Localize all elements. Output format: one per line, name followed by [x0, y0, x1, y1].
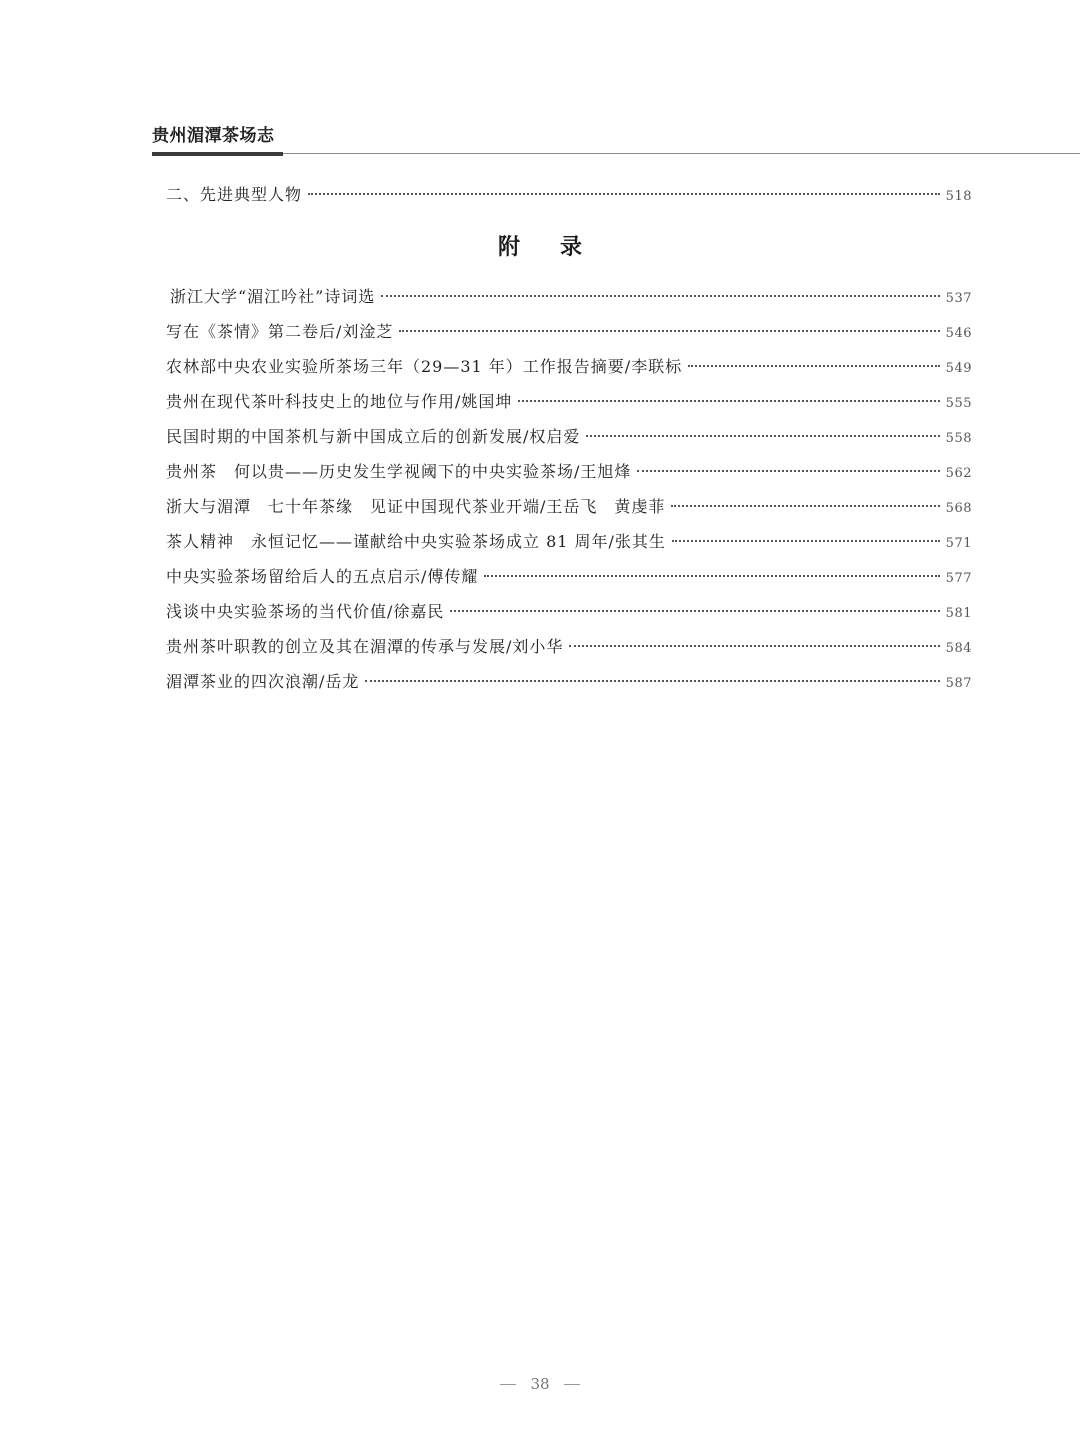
footer-dash — [500, 1384, 516, 1385]
dot-leader — [518, 400, 939, 402]
toc-entry-title: 民国时期的中国茶机与新中国成立后的创新发展/权启爱 — [166, 427, 581, 446]
toc-entry[interactable] — [166, 390, 972, 414]
toc-entry-title: 茶人精神 永恒记忆——谨献给中央实验茶场成立 81 周年/张其生 — [166, 532, 666, 551]
toc-entry-title: 浅谈中央实验茶场的当代价值/徐嘉民 — [166, 602, 445, 621]
page-footer — [0, 1375, 1080, 1393]
toc-entry-title: 湄潭茶业的四次浪潮/岳龙 — [166, 672, 360, 691]
toc-entry-page: 571 — [945, 536, 972, 551]
toc-entry[interactable] — [166, 565, 972, 589]
toc-entry-title: 贵州茶 何以贵——历史发生学视阈下的中央实验茶场/王旭烽 — [166, 462, 632, 481]
toc-entry-page: 558 — [945, 431, 972, 446]
dot-leader — [399, 330, 939, 332]
footer-dash — [564, 1384, 580, 1385]
toc-entry-title: 浙江大学“湄江吟社”诗词选 — [170, 287, 376, 306]
toc-entry-title: 贵州在现代茶叶科技史上的地位与作用/姚国坤 — [166, 392, 513, 411]
toc-entry-page: 518 — [945, 189, 972, 204]
toc-entry[interactable] — [166, 600, 972, 624]
toc-entry[interactable] — [170, 285, 972, 309]
dot-leader — [308, 193, 940, 195]
toc-entry-page: 546 — [945, 326, 972, 341]
dot-leader — [381, 295, 939, 297]
toc-entry-page: 549 — [945, 361, 972, 376]
toc-entry-title: 浙大与湄潭 七十年茶缘 见证中国现代茶业开端/王岳飞 黄虔菲 — [166, 497, 666, 516]
toc-entry-page: 537 — [945, 291, 972, 306]
header-rule — [152, 153, 1080, 154]
toc-entry-page: 568 — [945, 501, 972, 516]
toc-entry[interactable] — [166, 635, 972, 659]
toc-entry[interactable] — [166, 495, 972, 519]
toc-entry-title: 中央实验茶场留给后人的五点启示/傅传耀 — [166, 567, 479, 586]
toc-entry-title: 二、先进典型人物 — [166, 185, 303, 204]
dot-leader — [484, 575, 939, 577]
toc-entry[interactable] — [166, 425, 972, 449]
toc-entry[interactable] — [166, 183, 972, 207]
toc-entry[interactable] — [166, 460, 972, 484]
dot-leader — [688, 365, 939, 367]
dot-leader — [365, 680, 939, 682]
toc-entry[interactable] — [166, 320, 972, 344]
dot-leader — [637, 470, 939, 472]
page-number: 38 — [530, 1375, 550, 1393]
toc-entry-page: 562 — [945, 466, 972, 481]
running-header: 贵州湄潭茶场志 — [152, 126, 275, 146]
dot-leader — [450, 610, 939, 612]
toc-entry-page: 577 — [945, 571, 972, 586]
toc-entry-page: 584 — [945, 641, 972, 656]
toc-entry[interactable] — [166, 670, 972, 694]
toc-entry[interactable] — [166, 355, 972, 379]
toc-entry-title: 农林部中央农业实验所茶场三年（29—31 年）工作报告摘要/李联标 — [166, 357, 683, 376]
toc-entry-page: 587 — [945, 676, 972, 691]
dot-leader — [672, 540, 940, 542]
appendix-heading: 附录 — [497, 234, 622, 260]
header-rule-accent — [152, 152, 283, 156]
dot-leader — [586, 435, 939, 437]
toc-entry[interactable] — [166, 530, 972, 554]
toc-entry-page: 581 — [945, 606, 972, 621]
toc-entry-page: 555 — [945, 396, 972, 411]
dot-leader — [671, 505, 939, 507]
dot-leader — [569, 645, 939, 647]
toc-entry-title: 贵州茶叶职教的创立及其在湄潭的传承与发展/刘小华 — [166, 637, 564, 656]
toc-entry-title: 写在《茶情》第二卷后/刘淦芝 — [166, 322, 394, 341]
